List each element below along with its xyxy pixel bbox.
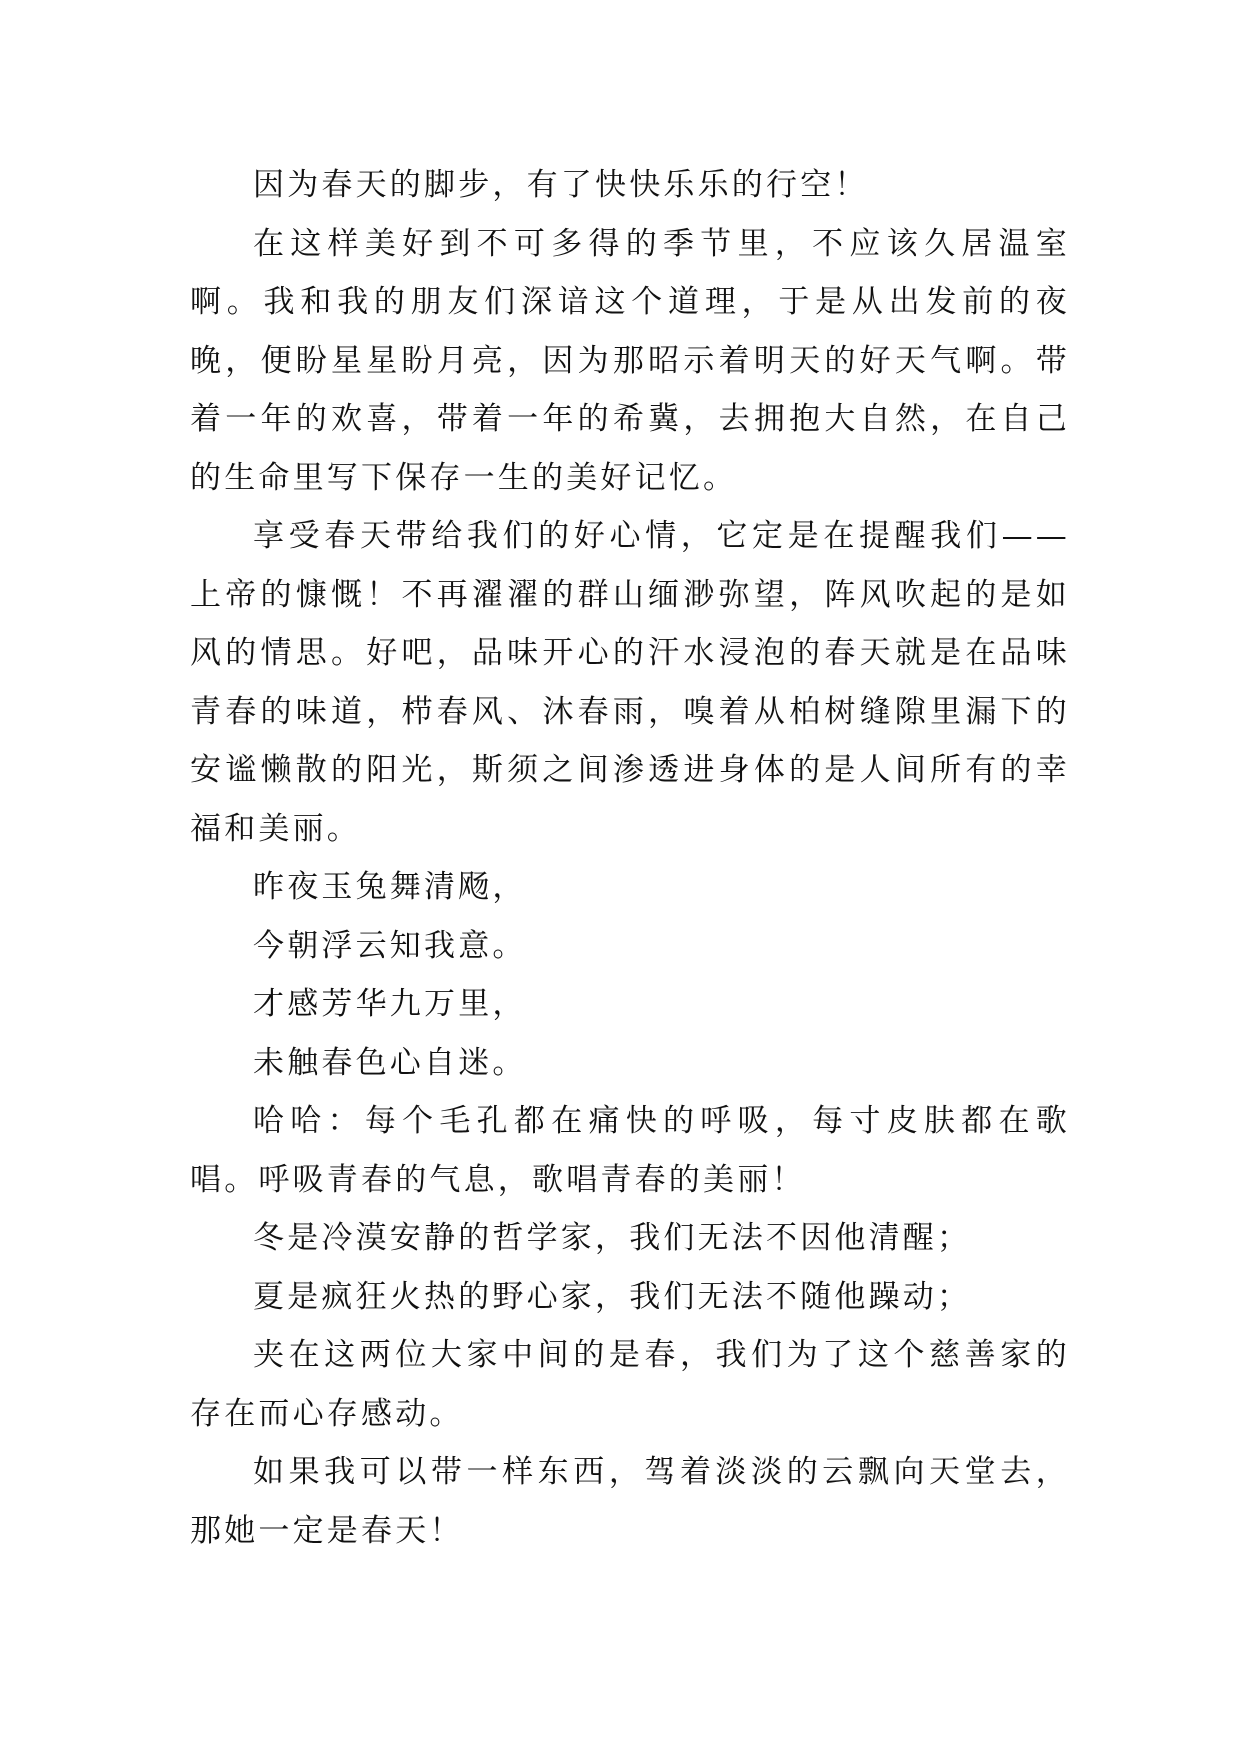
poem-line-4: 未触春色心自迷。 xyxy=(253,1044,527,1081)
poem-line-2: 今朝浮云知我意。 xyxy=(253,927,527,964)
paragraph-2: 在这样美好到不可多得的季节里，不应该久居温室啊。我和我的朋友们深谙这个道理，于是从出发前的夜晚，便盼星星盼月亮，因为那昭示着明天的好天气啊。带着一年的欢喜，带着一年的希冀，去拥抱大自然，在自己的生命里写下保存一生的美好记忆。 xyxy=(190,225,1070,496)
paragraph-1: 因为春天的脚步，有了快快乐乐的行空！ xyxy=(253,167,869,203)
paragraph-8: 如果我可以带一样东西，驾着淡淡的云飘向天堂去，那她一定是春天！ xyxy=(190,1454,1070,1549)
paragraph-7: 夹在这两位大家中间的是春，我们为了这个慈善家的存在而心存感动。 xyxy=(190,1337,1070,1432)
paragraph-4: 哈哈：每个毛孔都在痛快的呼吸，每寸皮肤都在歌唱。呼吸青春的气息，歌唱青春的美丽！ xyxy=(190,1103,1070,1198)
article-body xyxy=(190,156,1070,1560)
paragraph-3: 享受春天带给我们的好心情，它定是在提醒我们——上帝的慷慨！不再濯濯的群山缅渺弥望，阵风吹起的是如风的情思。好吧，品味开心的汗水浸泡的春天就是在品味青春的味道，栉春风、沐春雨，嗅着从柏树缝隙里漏下的安谧懒散的阳光，斯须之间渗透进身体的是人间所有的幸福和美丽。 xyxy=(190,518,1070,847)
poem-line-1: 昨夜玉兔舞清飏， xyxy=(253,869,527,905)
paragraph-5: 冬是冷漠安静的哲学家，我们无法不因他清醒； xyxy=(253,1220,972,1256)
poem-line-3: 才感芳华九万里， xyxy=(253,986,527,1022)
paragraph-6: 夏是疯狂火热的野心家，我们无法不随他躁动； xyxy=(253,1278,972,1315)
